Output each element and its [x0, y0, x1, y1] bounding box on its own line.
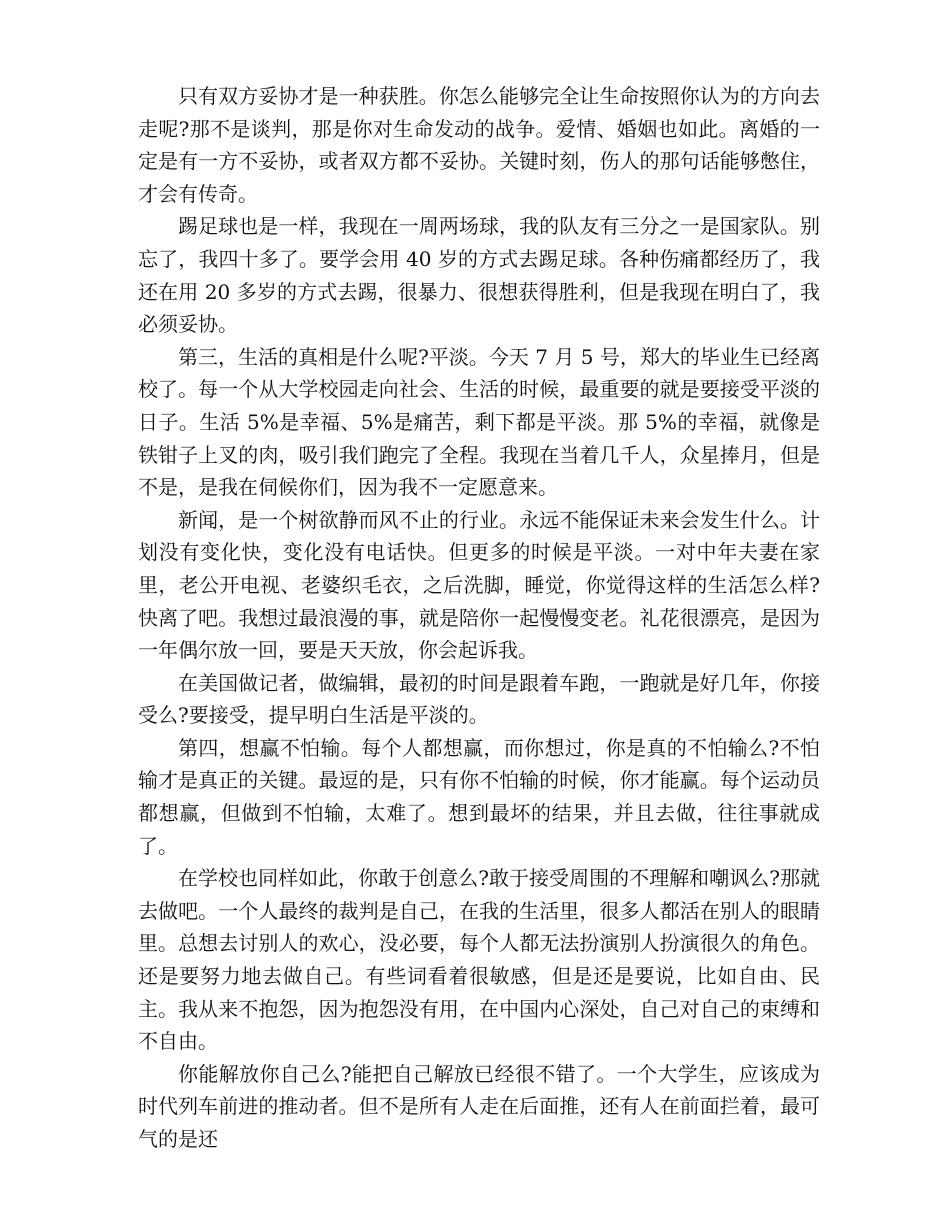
- paragraph: 只有双方妥协才是一种获胜。你怎么能够完全让生命按照你认为的方向去走呢?那不是谈判，那是你对生命发动的战争。爱情、婚姻也如此。离婚的一定是有一方不妥协，或者双方都不妥协。关键时刻，伤人的那句话能够憋住，才会有传奇。: [138, 84, 820, 206]
- paragraph: 你能解放你自己么?能把自己解放已经很不错了。一个大学生，应该成为时代列车前进的推动者。但不是所有人走在后面推，还有人在前面拦着，最可气的是还: [138, 1061, 820, 1151]
- paragraph: 新闻，是一个树欲静而风不止的行业。永远不能保证未来会发生什么。计划没有变化快，变化没有电话快。但更多的时候是平淡。一对中年夫妻在家里，老公开电视、老婆织毛衣，之后洗脚，睡觉，你觉得这样的生活怎么样?快离了吧。我想过最浪漫的事，就是陪你一起慢慢变老。礼花很漂亮，是因为一年偶尔放一回，要是天天放，你会起诉我。: [138, 507, 820, 663]
- paragraph: 在美国做记者，做编辑，最初的时间是跟着车跑，一跑就是好几年，你接受么?要接受，提早明白生活是平淡的。: [138, 670, 820, 728]
- paragraph: 第四，想赢不怕输。每个人都想赢，而你想过，你是真的不怕输么?不怕输才是真正的关键。最逗的是，只有你不怕输的时候，你才能赢。每个运动员都想赢，但做到不怕输，太难了。想到最坏的结果，并且去做，往往事就成了。: [138, 735, 820, 858]
- document-body: [138, 80, 820, 1156]
- paragraph: 第三，生活的真相是什么呢?平淡。今天 7 月 5 号，郑大的毕业生已经离校了。每一个从大学校园走向社会、生活的时候，最重要的就是要接受平淡的日子。生活 5%是幸福、5%是痛苦，剩下都是平淡。那 5%的幸福，就像是铁钳子上叉的肉，吸引我们跑完了全程。我现在当着几千人，众星捧月，但是不是，是我在伺候你们，因为我不一定愿意来。: [138, 344, 820, 500]
- paragraph: 踢足球也是一样，我现在一周两场球，我的队友有三分之一是国家队。别忘了，我四十多了。要学会用 40 岁的方式去踢足球。各种伤痛都经历了，我还在用 20 多岁的方式去踢，很暴力、很想获得胜利，但是我现在明白了，我必须妥协。: [138, 214, 820, 337]
- paragraph: 在学校也同样如此，你敢于创意么?敢于接受周围的不理解和嘲讽么?那就去做吧。一个人最终的裁判是自己，在我的生活里，很多人都活在别人的眼睛里。总想去讨别人的欢心，没必要，每个人都无法扮演别人扮演很久的角色。还是要努力地去做自己。有些词看着很敏感，但是还是要说，比如自由、民主。我从来不抱怨，因为抱怨没有用，在中国内心深处，自己对自己的束缚和不自由。: [138, 866, 820, 1054]
